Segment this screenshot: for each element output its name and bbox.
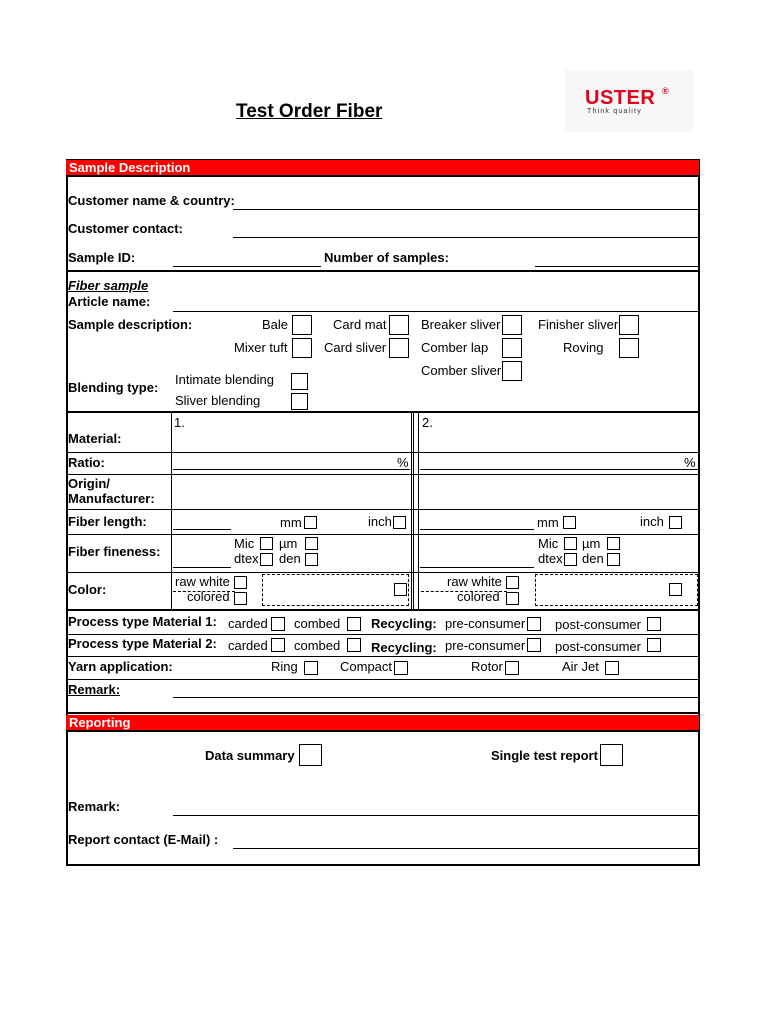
article-name-label: Article name:: [68, 294, 151, 309]
customer-name-field[interactable]: [233, 209, 699, 210]
section-title: Sample Description: [69, 160, 191, 175]
report-contact-label: Report contact (E-Mail) :: [68, 832, 219, 847]
recycling-1-label: Recycling:: [371, 616, 437, 631]
ratio-2-percent: %: [684, 455, 696, 470]
intimate-blending-label: Intimate blending: [175, 372, 275, 387]
bale-label: Bale: [262, 317, 289, 332]
article-name-field[interactable]: [173, 311, 699, 312]
sliver-blending-label: Sliver blending: [175, 393, 261, 408]
pre-consumer-2-checkbox[interactable]: [527, 638, 541, 652]
grid-line: [411, 413, 412, 610]
customer-contact-label: Customer contact:: [68, 221, 183, 236]
grid-line: [66, 572, 699, 573]
logo-brand: USTER: [585, 87, 656, 109]
breaker-sliver-checkbox[interactable]: [502, 315, 522, 335]
mm-2-label: mm: [537, 515, 559, 530]
compact-checkbox[interactable]: [394, 661, 408, 675]
card-mat-checkbox[interactable]: [389, 315, 409, 335]
grid-line: [171, 413, 172, 610]
fiber-length-2-field[interactable]: [420, 529, 534, 530]
logo-registered: ®: [662, 86, 669, 96]
divider: [66, 609, 699, 611]
card-mat-label: Card mat: [333, 317, 387, 332]
um-2-checkbox[interactable]: [607, 537, 620, 550]
grid-line: [66, 679, 699, 680]
intimate-blending-checkbox[interactable]: [291, 373, 308, 390]
customer-contact-field[interactable]: [233, 237, 699, 238]
inch-2-label: inch: [640, 514, 664, 529]
grid-line: [66, 534, 699, 535]
um-1-label: µm: [279, 536, 298, 551]
air-jet-label: Air Jet: [562, 659, 599, 674]
pre-consumer-1-label: pre-consumer: [445, 616, 526, 631]
process-type-1-label: Process type Material 1:: [68, 614, 217, 629]
post-consumer-2-label: post-consumer: [555, 639, 641, 654]
pre-consumer-1-checkbox[interactable]: [527, 617, 541, 631]
grid-line: [413, 413, 414, 610]
raw-white-2-label: raw white: [447, 574, 502, 589]
reporting-remark-label: Remark:: [68, 799, 121, 814]
comber-sliver-label: Comber sliver: [421, 363, 502, 378]
mic-2-label: Mic: [538, 536, 559, 551]
carded-1-checkbox[interactable]: [271, 617, 285, 631]
um-1-checkbox[interactable]: [305, 537, 318, 550]
remark-label: Remark:: [68, 682, 121, 697]
finisher-sliver-label: Finisher sliver: [538, 317, 619, 332]
ring-label: Ring: [271, 659, 298, 674]
mic-1-label: Mic: [234, 536, 255, 551]
fiber-sample-heading: Fiber sample: [68, 278, 149, 293]
origin-label-line2: Manufacturer:: [68, 491, 155, 506]
ratio-2-field[interactable]: [420, 469, 699, 470]
den-2-label: den: [582, 551, 604, 566]
grid-line: [66, 452, 699, 453]
dtex-2-label: dtex: [538, 551, 563, 566]
comber-lap-checkbox[interactable]: [502, 338, 522, 358]
den-2-checkbox[interactable]: [607, 553, 620, 566]
color-1-checkbox[interactable]: [394, 583, 407, 596]
data-summary-checkbox[interactable]: [299, 744, 322, 766]
yarn-application-label: Yarn application:: [68, 659, 173, 674]
combed-2-checkbox[interactable]: [347, 638, 361, 652]
comber-sliver-checkbox[interactable]: [502, 361, 522, 381]
logo-tagline: Think quality: [587, 108, 642, 115]
colored-1-label: colored: [187, 589, 230, 604]
number-of-samples-field[interactable]: [535, 266, 699, 267]
fiber-length-label: Fiber length:: [68, 514, 147, 529]
recycling-2-label: Recycling:: [371, 640, 437, 655]
combed-2-label: combed: [294, 638, 341, 653]
mic-2-checkbox[interactable]: [564, 537, 577, 550]
carded-2-label: carded: [228, 638, 268, 653]
reporting-remark-field[interactable]: [173, 815, 699, 816]
post-consumer-2-checkbox[interactable]: [647, 638, 661, 652]
single-test-report-label: Single test report: [491, 748, 598, 763]
section-title: Reporting: [69, 715, 131, 730]
customer-name-label: Customer name & country:: [68, 193, 235, 208]
breaker-sliver-label: Breaker sliver: [421, 317, 501, 332]
sample-id-label: Sample ID:: [68, 250, 136, 265]
section-reporting: [66, 715, 699, 730]
remark-field[interactable]: [173, 697, 699, 698]
divider: [66, 712, 699, 714]
color-2-checkbox[interactable]: [669, 583, 682, 596]
mic-1-checkbox[interactable]: [260, 537, 273, 550]
grid-line: [66, 634, 699, 635]
compact-label: Compact: [340, 659, 393, 674]
fiber-length-1-field[interactable]: [173, 529, 231, 530]
finisher-sliver-checkbox[interactable]: [619, 315, 639, 335]
fiber-fineness-label: Fiber fineness:: [68, 544, 161, 559]
combed-1-checkbox[interactable]: [347, 617, 361, 631]
material-label: Material:: [68, 431, 122, 446]
den-1-label: den: [279, 551, 301, 566]
raw-white-2-checkbox[interactable]: [506, 576, 519, 589]
material-2-number: 2.: [422, 415, 433, 430]
mixer-tuft-checkbox[interactable]: [292, 338, 312, 358]
ratio-label: Ratio:: [68, 455, 105, 470]
fiber-fineness-2-field[interactable]: [420, 567, 534, 568]
rotor-label: Rotor: [471, 659, 503, 674]
roving-checkbox[interactable]: [619, 338, 639, 358]
grid-line: [418, 413, 419, 610]
bale-checkbox[interactable]: [292, 315, 312, 335]
post-consumer-1-label: post-consumer: [555, 617, 641, 632]
post-consumer-1-checkbox[interactable]: [647, 617, 661, 631]
dtex-1-label: dtex: [234, 551, 259, 566]
ratio-1-percent: %: [397, 455, 409, 470]
grid-line: [66, 474, 699, 475]
process-type-2-label: Process type Material 2:: [68, 636, 217, 651]
origin-label-line1: Origin/: [68, 476, 110, 491]
inch-1-label: inch: [368, 514, 392, 529]
comber-lap-label: Comber lap: [421, 340, 489, 355]
color-label: Color:: [68, 582, 107, 597]
dtex-1-checkbox[interactable]: [260, 553, 273, 566]
number-of-samples-label: Number of samples:: [324, 250, 449, 265]
divider: [66, 411, 699, 413]
combed-1-label: combed: [294, 616, 341, 631]
colored-2-label: colored: [457, 589, 500, 604]
fiber-fineness-1-field[interactable]: [173, 567, 231, 568]
card-sliver-label: Card sliver: [324, 340, 387, 355]
um-2-label: µm: [582, 536, 601, 551]
mm-2-checkbox[interactable]: [563, 516, 576, 529]
sliver-blending-checkbox[interactable]: [291, 393, 308, 410]
raw-white-1-label: raw white: [175, 574, 230, 589]
colored-1-checkbox[interactable]: [234, 592, 247, 605]
mixer-tuft-label: Mixer tuft: [234, 340, 288, 355]
ratio-1-field[interactable]: [173, 469, 410, 470]
card-sliver-checkbox[interactable]: [389, 338, 409, 358]
section-sample-description: [66, 160, 699, 175]
page-title: Test Order Fiber: [236, 101, 383, 122]
divider: [66, 270, 699, 272]
carded-1-label: carded: [228, 616, 268, 631]
divider: [421, 591, 507, 592]
den-1-checkbox[interactable]: [305, 553, 318, 566]
color-1-field[interactable]: [262, 574, 409, 606]
roving-label: Roving: [563, 340, 604, 355]
inch-1-checkbox[interactable]: [393, 516, 406, 529]
sample-id-field[interactable]: [173, 266, 321, 267]
carded-2-checkbox[interactable]: [271, 638, 285, 652]
mm-1-label: mm: [280, 515, 302, 530]
data-summary-label: Data summary: [205, 748, 295, 763]
single-test-report-checkbox[interactable]: [600, 744, 623, 766]
inch-2-checkbox[interactable]: [669, 516, 682, 529]
divider: [173, 591, 235, 592]
mm-1-checkbox[interactable]: [304, 516, 317, 529]
report-contact-field[interactable]: [233, 848, 699, 849]
air-jet-checkbox[interactable]: [605, 661, 619, 675]
rotor-checkbox[interactable]: [505, 661, 519, 675]
sample-description-label: Sample description:: [68, 317, 193, 332]
colored-2-checkbox[interactable]: [506, 592, 519, 605]
uster-logo: [565, 70, 693, 132]
raw-white-1-checkbox[interactable]: [234, 576, 247, 589]
dtex-2-checkbox[interactable]: [564, 553, 577, 566]
grid-line: [66, 656, 699, 657]
blending-type-label: Blending type:: [68, 380, 159, 395]
grid-line: [66, 509, 699, 510]
ring-checkbox[interactable]: [304, 661, 318, 675]
divider: [66, 175, 699, 177]
material-1-number: 1.: [174, 415, 185, 430]
divider: [66, 730, 699, 732]
pre-consumer-2-label: pre-consumer: [445, 638, 526, 653]
